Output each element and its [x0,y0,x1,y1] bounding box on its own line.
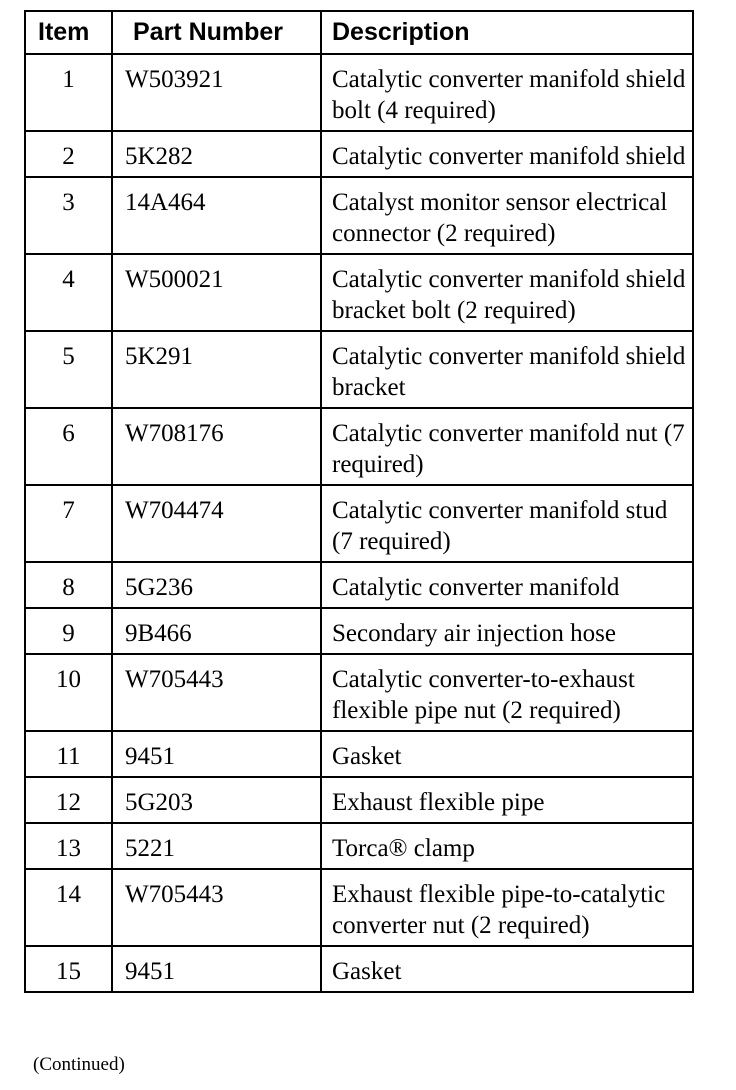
table-row [25,254,693,331]
cell-item: 13 [25,823,112,869]
table-row [25,731,693,777]
cell-description: Catalyst monitor sensor electrical connector (2 required) [321,177,693,254]
table-row [25,131,693,177]
cell-part-number: 5K291 [112,331,321,408]
cell-description: Catalytic converter manifold shield bracket bolt (2 required) [321,254,693,331]
cell-item: 12 [25,777,112,823]
header-item: Item [25,11,112,54]
cell-description: Torca® clamp [321,823,693,869]
table-row [25,485,693,562]
cell-item: 6 [25,408,112,485]
cell-description: Gasket [321,731,693,777]
table-row [25,608,693,654]
cell-part-number: 5K282 [112,131,321,177]
cell-part-number: W500021 [112,254,321,331]
cell-part-number: 14A464 [112,177,321,254]
cell-item: 10 [25,654,112,731]
cell-description: Secondary air injection hose [321,608,693,654]
cell-item: 11 [25,731,112,777]
cell-item: 9 [25,608,112,654]
table-row [25,177,693,254]
cell-part-number: W503921 [112,54,321,131]
cell-description: Exhaust flexible pipe-to-catalytic converter nut (2 required) [321,869,693,946]
cell-part-number: 9451 [112,731,321,777]
table-header-row [25,11,693,54]
cell-part-number: W705443 [112,869,321,946]
cell-item: 5 [25,331,112,408]
table-row [25,331,693,408]
table-row [25,562,693,608]
cell-description: Catalytic converter manifold stud (7 required) [321,485,693,562]
cell-part-number: 9B466 [112,608,321,654]
table-row [25,54,693,131]
cell-part-number: W704474 [112,485,321,562]
cell-part-number: 9451 [112,946,321,992]
cell-part-number: W708176 [112,408,321,485]
cell-description: Exhaust flexible pipe [321,777,693,823]
cell-description: Catalytic converter manifold [321,562,693,608]
table-row [25,777,693,823]
header-part-number: Part Number [112,11,321,54]
cell-description: Catalytic converter manifold shield bolt (4 required) [321,54,693,131]
cell-item: 3 [25,177,112,254]
table-row [25,946,693,992]
cell-description: Gasket [321,946,693,992]
parts-table [24,10,694,993]
cell-item: 15 [25,946,112,992]
cell-item: 1 [25,54,112,131]
cell-item: 2 [25,131,112,177]
cell-part-number: W705443 [112,654,321,731]
table-row [25,869,693,946]
cell-item: 4 [25,254,112,331]
cell-description: Catalytic converter-to-exhaust flexible pipe nut (2 required) [321,654,693,731]
cell-item: 14 [25,869,112,946]
table-row [25,823,693,869]
cell-description: Catalytic converter manifold nut (7 required) [321,408,693,485]
header-description: Description [321,11,693,54]
cell-part-number: 5G236 [112,562,321,608]
table-row [25,654,693,731]
cell-item: 8 [25,562,112,608]
table-row [25,408,693,485]
cell-part-number: 5G203 [112,777,321,823]
cell-item: 7 [25,485,112,562]
continued-note: (Continued) [33,1054,125,1075]
cell-description: Catalytic converter manifold shield [321,131,693,177]
cell-description: Catalytic converter manifold shield bracket [321,331,693,408]
cell-part-number: 5221 [112,823,321,869]
